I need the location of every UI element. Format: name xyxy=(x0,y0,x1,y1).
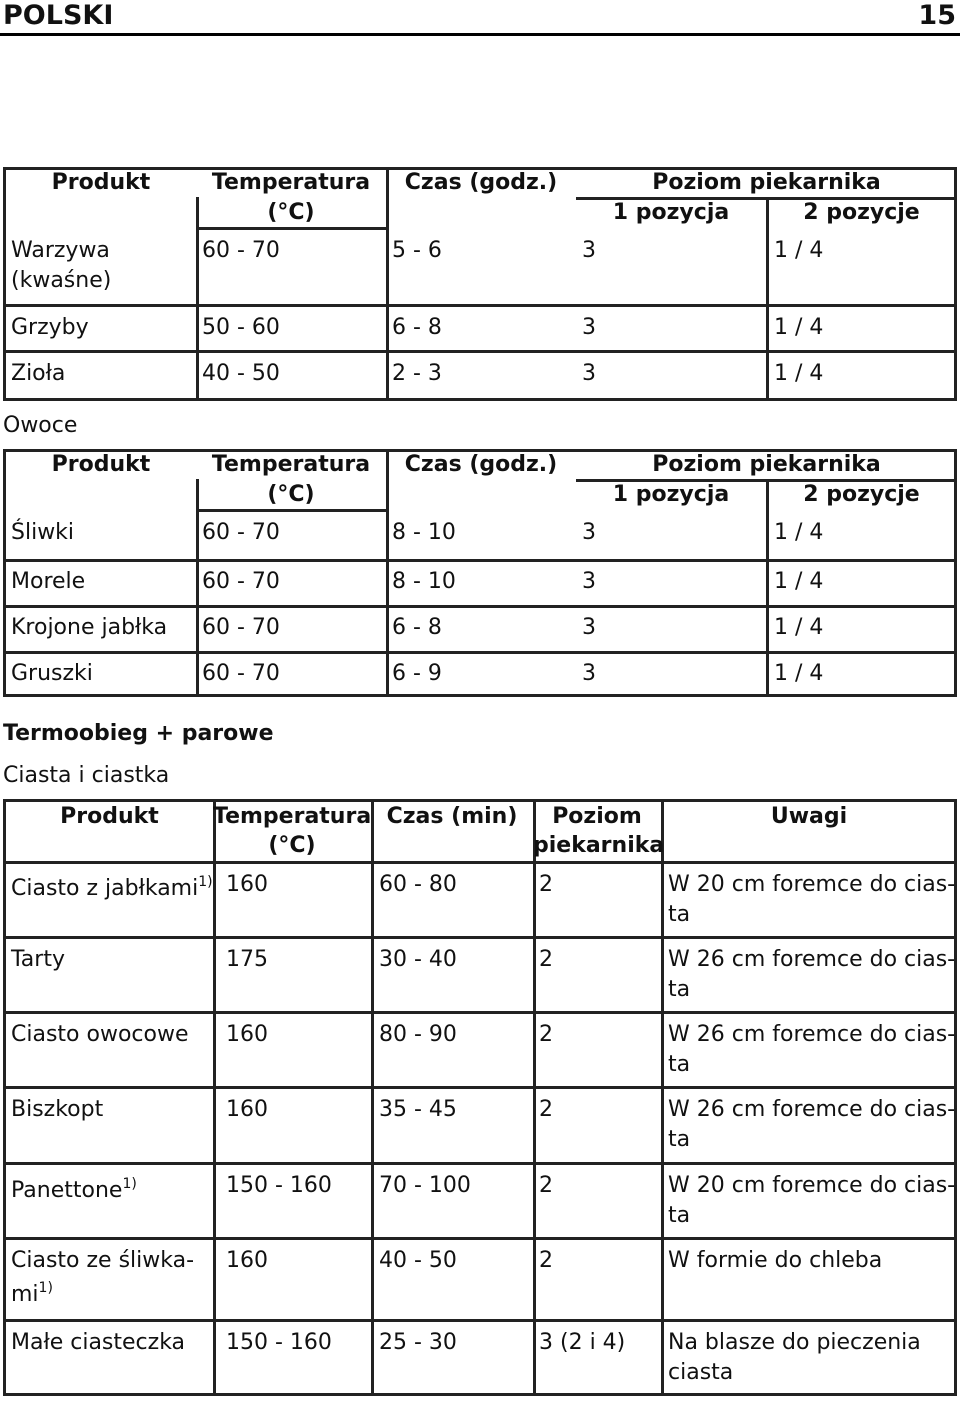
drying-table-vegetables xyxy=(3,167,957,401)
temperature-cell: 160 xyxy=(226,1097,268,1122)
subsection-title: Ciasta i ciastka xyxy=(3,763,170,788)
col-header-temperature-unit: (°C) xyxy=(268,833,316,858)
footnote-marker: 1) xyxy=(38,1280,53,1296)
temperature-cell: 150 - 160 xyxy=(226,1173,332,1198)
level-cell: 2 xyxy=(539,1097,553,1122)
level-2-cell: 1 / 4 xyxy=(774,569,824,594)
note-cell-line2: ta xyxy=(668,1127,691,1152)
temperature-cell: 175 xyxy=(226,947,268,972)
section-title: Termoobieg + parowe xyxy=(3,721,274,746)
product-name: Ciasto z jabłkami xyxy=(11,876,199,901)
temperature-cell: 60 - 70 xyxy=(202,569,280,594)
level-1-cell: 3 xyxy=(582,661,596,686)
time-cell: 30 - 40 xyxy=(379,947,457,972)
product-cell: Tarty xyxy=(11,947,65,972)
product-cell: Grzyby xyxy=(11,315,89,340)
level-2-cell: 1 / 4 xyxy=(774,615,824,640)
level-1-cell: 3 xyxy=(582,361,596,386)
time-cell: 8 - 10 xyxy=(392,569,456,594)
time-cell: 6 - 8 xyxy=(392,315,442,340)
page-number: 15 xyxy=(918,0,956,31)
time-cell: 8 - 10 xyxy=(392,520,456,545)
note-cell-line2: ta xyxy=(668,902,691,927)
time-cell: 40 - 50 xyxy=(379,1248,457,1273)
col-header-temperature-unit: (°C) xyxy=(267,482,315,507)
temperature-cell: 150 - 160 xyxy=(226,1330,332,1355)
time-cell: 5 - 6 xyxy=(392,238,442,263)
product-cell: Gruszki xyxy=(11,661,93,686)
note-cell: Na blasze do pieczenia xyxy=(668,1330,921,1355)
level-2-cell: 1 / 4 xyxy=(774,661,824,686)
col-header-temperature: Temperatura xyxy=(213,804,372,829)
product-cell-line2: (kwaśne) xyxy=(11,268,112,293)
temperature-cell: 50 - 60 xyxy=(202,315,280,340)
product-name: Panettone xyxy=(11,1178,123,1203)
level-cell: 2 xyxy=(539,872,553,897)
language-label: POLSKI xyxy=(3,0,114,31)
temperature-cell: 60 - 70 xyxy=(202,615,280,640)
note-cell-line2: ta xyxy=(668,1203,691,1228)
product-cell: Zioła xyxy=(11,361,66,386)
product-cell: Biszkopt xyxy=(11,1097,104,1122)
drying-table-fruits xyxy=(3,449,957,697)
col-header-time: Czas (godz.) xyxy=(404,170,558,195)
note-cell-line2: ta xyxy=(668,977,691,1002)
time-cell: 80 - 90 xyxy=(379,1022,457,1047)
temperature-cell: 160 xyxy=(226,872,268,897)
col-header-level-2: 2 pozycje xyxy=(803,482,920,507)
time-cell: 70 - 100 xyxy=(379,1173,471,1198)
col-header-product: Produkt xyxy=(51,452,151,477)
product-cell: Ciasto owocowe xyxy=(11,1022,189,1047)
col-header-time: Czas (min) xyxy=(386,804,518,829)
note-cell: W formie do chleba xyxy=(668,1248,883,1273)
col-header-oven-level: Poziom piekarnika xyxy=(652,452,881,477)
col-header-temperature: Temperatura xyxy=(211,170,371,195)
note-cell: W 26 cm foremce do cias- xyxy=(668,1022,956,1047)
col-header-level-1: 1 pozycja xyxy=(612,482,730,507)
level-cell: 2 xyxy=(539,947,553,972)
col-header-notes: Uwagi xyxy=(770,804,848,829)
level-1-cell: 3 xyxy=(582,520,596,545)
footnote-marker: 1) xyxy=(122,1176,137,1192)
level-2-cell: 1 / 4 xyxy=(774,315,824,340)
col-header-oven-level: Poziom piekarnika xyxy=(652,170,881,195)
col-header-time: Czas (godz.) xyxy=(404,452,558,477)
level-1-cell: 3 xyxy=(582,238,596,263)
level-2-cell: 1 / 4 xyxy=(774,361,824,386)
col-header-level-1: 1 pozycja xyxy=(612,200,730,225)
temperature-cell: 160 xyxy=(226,1022,268,1047)
baking-table-cakes xyxy=(3,799,957,1396)
temperature-cell: 60 - 70 xyxy=(202,238,280,263)
footnote-marker: 1) xyxy=(198,874,213,890)
product-cell: Krojone jabłka xyxy=(11,615,168,640)
level-cell: 3 (2 i 4) xyxy=(539,1330,626,1355)
temperature-cell: 160 xyxy=(226,1248,268,1273)
col-header-oven-level: Poziom xyxy=(552,804,642,829)
level-cell: 2 xyxy=(539,1173,553,1198)
col-header-product: Produkt xyxy=(60,804,159,829)
note-cell: W 26 cm foremce do cias- xyxy=(668,947,956,972)
product-cell: Śliwki xyxy=(11,520,75,545)
note-cell: W 20 cm foremce do cias- xyxy=(668,872,956,897)
product-cell-line2 xyxy=(11,1280,53,1310)
product-cell: Małe ciasteczka xyxy=(11,1330,186,1355)
note-cell: W 26 cm foremce do cias- xyxy=(668,1097,956,1122)
time-cell: 60 - 80 xyxy=(379,872,457,897)
level-cell: 2 xyxy=(539,1248,553,1273)
time-cell: 2 - 3 xyxy=(392,361,442,386)
product-cell xyxy=(11,874,213,904)
col-header-product: Produkt xyxy=(51,170,151,195)
fruits-title: Owoce xyxy=(3,413,78,438)
temperature-cell: 60 - 70 xyxy=(202,520,280,545)
level-cell: 2 xyxy=(539,1022,553,1047)
level-1-cell: 3 xyxy=(582,615,596,640)
level-2-cell: 1 / 4 xyxy=(774,520,824,545)
time-cell: 35 - 45 xyxy=(379,1097,457,1122)
product-cell: Morele xyxy=(11,569,86,594)
product-cell: Ciasto ze śliwka- xyxy=(11,1248,195,1273)
time-cell: 25 - 30 xyxy=(379,1330,457,1355)
time-cell: 6 - 8 xyxy=(392,615,442,640)
product-cell: Warzywa xyxy=(11,238,110,263)
level-2-cell: 1 / 4 xyxy=(774,238,824,263)
col-header-temperature-unit: (°C) xyxy=(267,200,315,225)
col-header-temperature: Temperatura xyxy=(211,452,371,477)
note-cell-line2: ciasta xyxy=(668,1360,734,1385)
level-1-cell: 3 xyxy=(582,569,596,594)
col-header-level-2: 2 pozycje xyxy=(803,200,920,225)
col-header-oven-level-line2: piekarnika xyxy=(533,833,665,858)
note-cell: W 20 cm foremce do cias- xyxy=(668,1173,956,1198)
note-cell-line2: ta xyxy=(668,1052,691,1077)
time-cell: 6 - 9 xyxy=(392,661,442,686)
page-header xyxy=(0,0,960,36)
temperature-cell: 40 - 50 xyxy=(202,361,280,386)
product-cell xyxy=(11,1176,137,1206)
temperature-cell: 60 - 70 xyxy=(202,661,280,686)
level-1-cell: 3 xyxy=(582,315,596,340)
product-name-continued: mi xyxy=(11,1282,39,1307)
